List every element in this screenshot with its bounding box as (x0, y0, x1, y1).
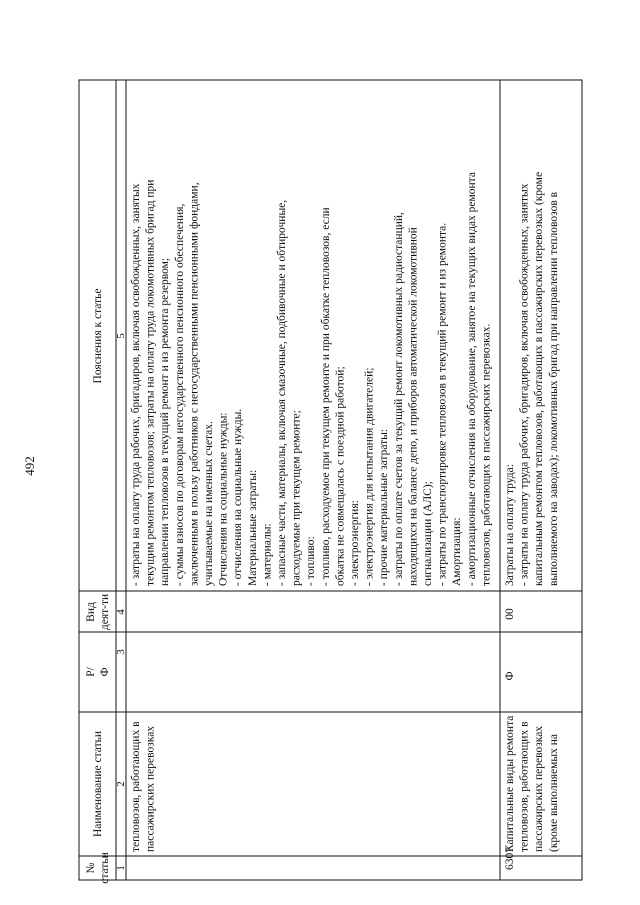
explanation-line: - затраты на оплату труда рабочих, бригадиров, включая освобожденных, занятых (130, 183, 142, 586)
explanation-line: Затраты на оплату труда: (504, 464, 516, 586)
explanation-line: капитальным ремонтом тепловозов, работающих в пассажирских перевозках (кроме (533, 171, 546, 586)
header-vid: Вид (85, 602, 97, 622)
column-number: 2 (115, 781, 127, 787)
article-name: тепловозов, работающих в (518, 721, 531, 852)
explanation-line: - топливо: (305, 536, 318, 586)
article-name: тепловозов, работающих в (130, 721, 142, 852)
explanation-line: заключенным в пользу работников с негосударственными пенсионными фондами, (188, 182, 201, 586)
activity-type-value: 00 (504, 608, 516, 620)
explanation-line: - электроэнергия: (349, 500, 361, 586)
explanation-line: Отчисления на социальные нужды: (217, 412, 230, 586)
header-rf: Ф (99, 667, 111, 677)
explanation-line: - топливо, расходуемое при текущем ремонте и при обкатке тепловозов, если (319, 207, 332, 586)
explanation-line: учитываемые на именных счетах. (203, 421, 215, 586)
page-number: 492 (22, 456, 37, 476)
explanation-line: - амортизационные отчисления на оборудование, занятое на текущих видах ремонта (465, 172, 478, 586)
explanation-line: - суммы взносов по договорам негосударственного пенсионного обеспечения, (173, 203, 186, 586)
explanation-line: - запасные части, материалы, включая смазочные, подбивочные и обтирочные, (276, 199, 288, 586)
article-name: пассажирских перевозках (144, 725, 157, 852)
explanation-line: выполняемого на заводах); локомотивных бригад при направлении тепловозов в (547, 191, 560, 586)
explanation-line: - прочие материальные затраты: (378, 428, 391, 586)
explanation-line: - отчисления на социальные нужды. (232, 408, 245, 586)
article-name: (кроме выполняемых на (547, 733, 560, 852)
explanation-line: находящихся на балансе депо, и приборов автоматической локомотивной (407, 227, 420, 586)
column-number: 4 (115, 609, 127, 615)
explanation-line: - затраты по транспортировке тепловозов в текущий ремонт и из ремонта. (436, 222, 449, 586)
article-name: пассажирских перевозках (533, 725, 546, 852)
explanation-line: - затраты по оплате счетов за текущий ремонт локомотивных радиостанций, (392, 212, 405, 586)
explanation-line: Материальные затраты: (246, 469, 259, 586)
header-name: Наименование статьи (92, 730, 104, 838)
column-number: 3 (115, 649, 127, 655)
explanation-line: тепловозов, работающих в пассажирских перевозках. (480, 323, 493, 586)
article-name: Капитальные виды ремонта (504, 715, 516, 852)
column-number: 1 (115, 865, 127, 871)
header-num: статьи (99, 852, 111, 884)
header-explanation: Пояснения к статье (92, 288, 104, 384)
explanation-line: - затраты на оплату труда рабочих, бригадиров, включая освобожденных, занятых (518, 183, 531, 586)
article-number: 6307 (504, 847, 516, 870)
explanation-line: Амортизация: (451, 517, 464, 586)
explanation-line: сигнализации (АЛС); (422, 481, 434, 586)
explanation-line: текущим ремонтом тепловозов; затраты на оплату труда локомотивных бригад при (144, 179, 157, 586)
explanation-line: - электроэнергия для испытания двигателей; (363, 367, 376, 586)
explanation-line: направлении тепловозов в текущий ремонт и из ремонта резервом; (159, 257, 172, 586)
header-rf: Р/ (85, 667, 97, 677)
header-vid: деят-ти (99, 593, 111, 631)
explanation-line: - материалы: (261, 523, 274, 586)
column-number: 5 (115, 333, 127, 339)
rf-value: Ф (504, 671, 516, 681)
explanation-line: обкатка не совмещалась с поездной работой; (334, 366, 347, 586)
explanation-line: расходуемые при текущем ремонте; (290, 410, 303, 586)
header-num: № (85, 862, 97, 874)
